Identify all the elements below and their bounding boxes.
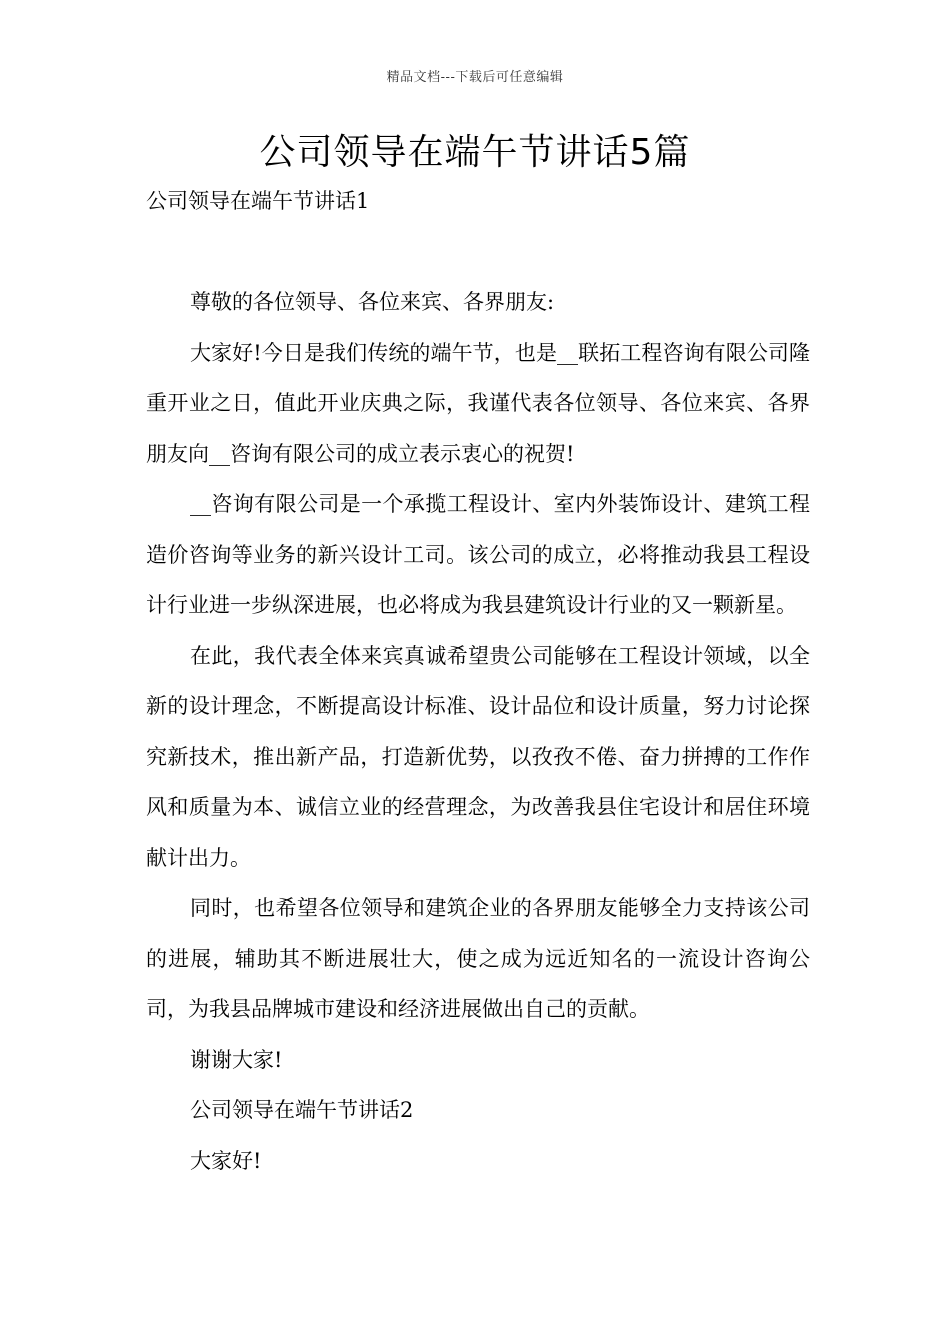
salutation-paragraph: 尊敬的各位领导、各位来宾、各界朋友: <box>190 290 555 314</box>
greeting-paragraph: 大家好! <box>190 1148 262 1173</box>
section-heading-2: 公司领导在端午节讲话2 <box>190 1098 414 1122</box>
document-title: 公司领导在端午节讲话5篇 <box>259 132 691 173</box>
body-paragraph: 大家好!今日是我们传统的端午节，也是__联拓工程咨询有限公司隆重开业之日，值此开业庆典之际，我谨代表各位领导、各位来宾、各界朋友向__咨询有限公司的成立表示衷心的祝贺! <box>146 340 810 466</box>
body-paragraph: 同时，也希望各位领导和建筑企业的各界朋友能够全力支持该公司的进展，辅助其不断进展壮大，使之成为远近知名的一流设计咨询公司，为我县品牌城市建设和经济进展做出自己的贡献。 <box>146 896 810 1021</box>
body-paragraph: __咨询有限公司是一个承揽工程设计、室内外装饰设计、建筑工程造价咨询等业务的新兴设计工司。该公司的成立，必将推动我县工程设计行业进一步纵深进展，也必将成为我县建筑设计行业的又一颗新星。 <box>146 492 810 617</box>
section-heading: 公司领导在端午节讲话1 <box>146 189 370 213</box>
body-paragraph: 在此，我代表全体来宾真诚希望贵公司能够在工程设计领域，以全新的设计理念，不断提高设计标准、设计品位和设计质量，努力讨论探究新技术，推出新产品，打造新优势，以孜孜不倦、奋力拼搏的工作作风和质量为本、诚信立业的经营理念，为改善我县住宅设计和居住环境献计出力。 <box>146 643 810 870</box>
document-body <box>146 277 810 1186</box>
header-note: 精品文档---下载后可任意编辑 <box>386 70 564 85</box>
closing-paragraph: 谢谢大家! <box>190 1047 283 1072</box>
